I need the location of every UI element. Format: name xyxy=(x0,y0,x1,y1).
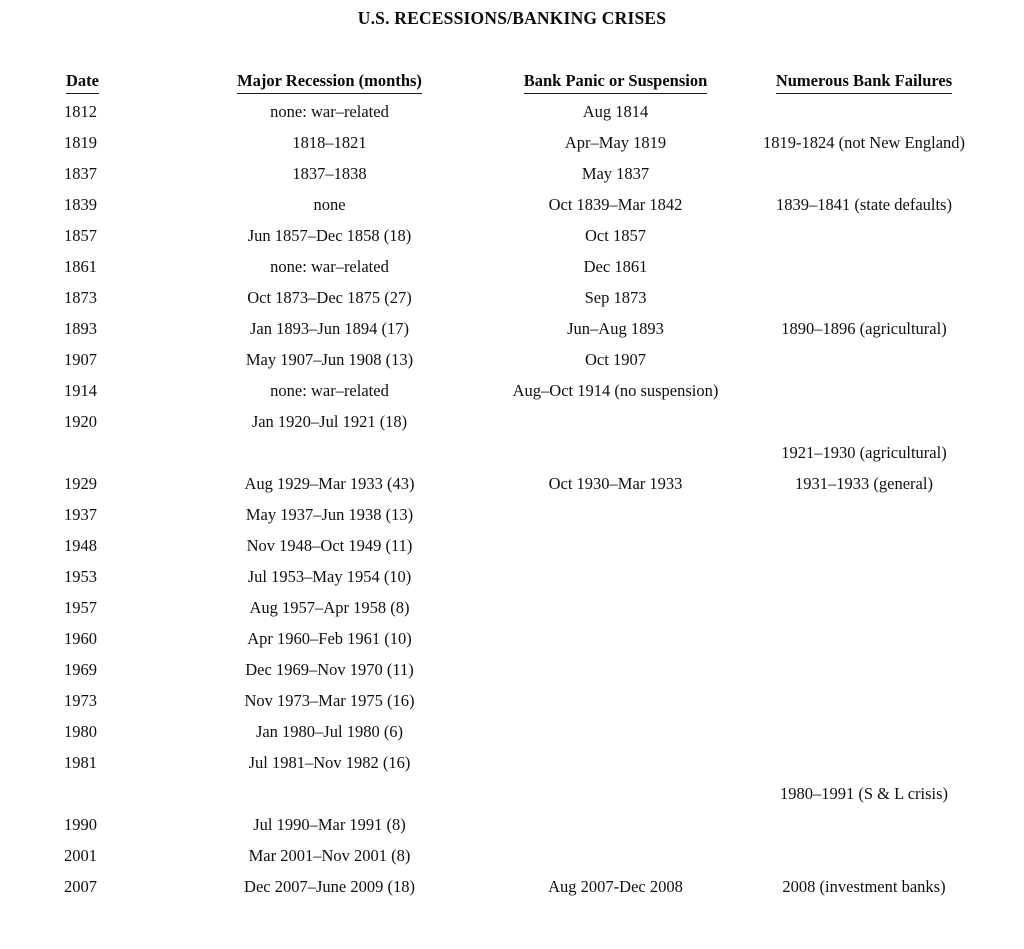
cell-bank-failures xyxy=(754,407,974,438)
cell-date: 1920 xyxy=(64,411,97,431)
cell-date: 1907 xyxy=(64,349,97,369)
cell-bank-panic: Oct 1930–Mar 1933 xyxy=(548,473,683,493)
cell-bank-failures xyxy=(754,283,974,314)
cell-bank-panic xyxy=(477,841,754,872)
cell-bank-panic xyxy=(477,407,754,438)
cell-bank-panic xyxy=(477,655,754,686)
cell-date: 1839 xyxy=(64,194,97,214)
table-row xyxy=(64,748,974,779)
column-header-date xyxy=(64,71,182,97)
cell-bank-failures xyxy=(754,686,974,717)
cell-date: 1957 xyxy=(64,597,97,617)
table-row xyxy=(64,872,974,903)
cell-bank-failures xyxy=(754,717,974,748)
cell-bank-failures xyxy=(754,841,974,872)
column-header-bank-failures-label: Numerous Bank Failures xyxy=(776,71,952,94)
table-body xyxy=(64,97,974,903)
cell-major-recession: Jan 1920–Jul 1921 (18) xyxy=(251,411,408,431)
cell-date: 1893 xyxy=(64,318,97,338)
cell-bank-failures xyxy=(754,159,974,190)
cell-major-recession: Dec 1969–Nov 1970 (11) xyxy=(245,659,414,679)
cell-bank-failures xyxy=(754,624,974,655)
table-row xyxy=(64,128,974,159)
table-row xyxy=(64,190,974,221)
cell-major-recession: Nov 1948–Oct 1949 (11) xyxy=(246,535,413,555)
cell-date: 1960 xyxy=(64,628,97,648)
cell-major-recession: none: war–related xyxy=(270,101,389,121)
column-header-bank-failures xyxy=(754,71,974,97)
column-header-bank-panic xyxy=(477,71,754,97)
table-row xyxy=(64,655,974,686)
table-row xyxy=(64,810,974,841)
cell-major-recession: May 1937–Jun 1938 (13) xyxy=(245,504,414,524)
cell-bank-panic: Oct 1907 xyxy=(585,349,646,369)
cell-bank-panic xyxy=(477,810,754,841)
cell-major-recession: Jan 1980–Jul 1980 (6) xyxy=(255,721,404,741)
cell-bank-panic: Dec 1861 xyxy=(583,256,648,276)
cell-date: 1861 xyxy=(64,256,97,276)
cell-major-recession: Aug 1929–Mar 1933 (43) xyxy=(244,473,415,493)
cell-bank-failures: 1980–1991 (S & L crisis) xyxy=(779,783,949,803)
cell-date: 1937 xyxy=(64,504,97,524)
cell-major-recession: Jul 1953–May 1954 (10) xyxy=(247,566,412,586)
table-row xyxy=(64,345,974,376)
cell-bank-failures xyxy=(754,345,974,376)
cell-date: 2001 xyxy=(64,845,97,865)
cell-date: 1914 xyxy=(64,380,97,400)
cell-major-recession: Nov 1973–Mar 1975 (16) xyxy=(244,690,415,710)
cell-date: 1969 xyxy=(64,659,97,679)
cell-major-recession: Jun 1857–Dec 1858 (18) xyxy=(247,225,412,245)
cell-bank-failures: 1819-1824 (not New England) xyxy=(762,132,966,152)
cell-bank-panic: Jun–Aug 1893 xyxy=(567,318,664,338)
cell-major-recession xyxy=(182,779,477,810)
cell-bank-failures: 1931–1933 (general) xyxy=(795,473,933,493)
table-row xyxy=(64,97,974,128)
table-row xyxy=(64,469,974,500)
cell-bank-failures xyxy=(754,221,974,252)
cell-major-recession: 1837–1838 xyxy=(292,163,367,183)
table-row xyxy=(64,779,974,810)
table-header xyxy=(64,71,974,97)
cell-bank-failures xyxy=(754,562,974,593)
recessions-table xyxy=(64,71,974,903)
cell-bank-failures: 1921–1930 (agricultural) xyxy=(781,442,947,462)
cell-date: 1948 xyxy=(64,535,97,555)
table-row xyxy=(64,376,974,407)
cell-bank-panic: Aug–Oct 1914 (no suspension) xyxy=(512,380,719,400)
table-row xyxy=(64,593,974,624)
table-header-row xyxy=(64,71,974,97)
cell-major-recession: 1818–1821 xyxy=(292,132,367,152)
cell-major-recession: Jan 1893–Jun 1894 (17) xyxy=(249,318,410,338)
cell-date: 1873 xyxy=(64,287,97,307)
cell-date: 2007 xyxy=(64,876,97,896)
cell-bank-panic: Aug 1814 xyxy=(582,101,649,121)
table-row xyxy=(64,221,974,252)
cell-bank-failures: 1839–1841 (state defaults) xyxy=(776,194,952,214)
page-title: U.S. RECESSIONS/BANKING CRISES xyxy=(357,8,667,28)
cell-bank-panic xyxy=(477,686,754,717)
cell-bank-panic xyxy=(477,562,754,593)
table-row xyxy=(64,407,974,438)
cell-date xyxy=(64,438,182,469)
column-header-date-label: Date xyxy=(66,71,99,94)
cell-major-recession: Aug 1957–Apr 1958 (8) xyxy=(249,597,410,617)
table-row xyxy=(64,624,974,655)
table-row xyxy=(64,841,974,872)
cell-bank-failures: 2008 (investment banks) xyxy=(782,876,946,896)
cell-major-recession: Jul 1990–Mar 1991 (8) xyxy=(253,814,406,834)
cell-bank-failures xyxy=(754,810,974,841)
cell-bank-panic xyxy=(477,779,754,810)
cell-bank-failures xyxy=(754,97,974,128)
cell-date: 1837 xyxy=(64,163,97,183)
cell-major-recession: Apr 1960–Feb 1961 (10) xyxy=(247,628,412,648)
cell-bank-panic: Apr–May 1819 xyxy=(564,132,667,152)
table-row xyxy=(64,252,974,283)
cell-major-recession: none xyxy=(313,194,346,214)
cell-major-recession: Oct 1873–Dec 1875 (27) xyxy=(247,287,412,307)
cell-bank-panic xyxy=(477,500,754,531)
cell-date: 1990 xyxy=(64,814,97,834)
cell-bank-failures xyxy=(754,593,974,624)
table-row xyxy=(64,562,974,593)
column-header-bank-panic-label: Bank Panic or Suspension xyxy=(524,71,708,94)
cell-bank-failures xyxy=(754,531,974,562)
cell-bank-failures: 1890–1896 (agricultural) xyxy=(781,318,947,338)
cell-major-recession xyxy=(182,438,477,469)
cell-major-recession: none: war–related xyxy=(270,380,389,400)
table-row xyxy=(64,500,974,531)
cell-bank-panic xyxy=(477,624,754,655)
cell-bank-panic: May 1837 xyxy=(581,163,650,183)
cell-bank-failures xyxy=(754,252,974,283)
cell-bank-panic: Sep 1873 xyxy=(584,287,647,307)
table-row xyxy=(64,531,974,562)
cell-bank-panic xyxy=(477,593,754,624)
cell-date: 1953 xyxy=(64,566,97,586)
cell-date: 1857 xyxy=(64,225,97,245)
table-row xyxy=(64,283,974,314)
table-row xyxy=(64,159,974,190)
cell-date: 1812 xyxy=(64,101,97,121)
table-row xyxy=(64,717,974,748)
cell-date: 1981 xyxy=(64,752,97,772)
cell-major-recession: May 1907–Jun 1908 (13) xyxy=(245,349,414,369)
cell-date: 1819 xyxy=(64,132,97,152)
cell-bank-panic: Oct 1839–Mar 1842 xyxy=(548,194,683,214)
cell-bank-panic: Oct 1857 xyxy=(585,225,646,245)
cell-date xyxy=(64,779,182,810)
cell-bank-failures xyxy=(754,500,974,531)
cell-date: 1980 xyxy=(64,721,97,741)
table-row xyxy=(64,686,974,717)
cell-bank-panic: Aug 2007-Dec 2008 xyxy=(548,876,683,896)
cell-major-recession: Jul 1981–Nov 1982 (16) xyxy=(248,752,411,772)
cell-bank-panic xyxy=(477,438,754,469)
cell-date: 1929 xyxy=(64,473,97,493)
table-row xyxy=(64,438,974,469)
cell-bank-panic xyxy=(477,531,754,562)
cell-bank-failures xyxy=(754,376,974,407)
column-header-major-recession-label: Major Recession (months) xyxy=(237,71,422,94)
cell-major-recession: none: war–related xyxy=(270,256,389,276)
cell-major-recession: Dec 2007–June 2009 (18) xyxy=(244,876,415,896)
cell-bank-failures xyxy=(754,748,974,779)
cell-bank-failures xyxy=(754,655,974,686)
cell-date: 1973 xyxy=(64,690,97,710)
table-row xyxy=(64,314,974,345)
cell-major-recession: Mar 2001–Nov 2001 (8) xyxy=(248,845,411,865)
cell-bank-panic xyxy=(477,717,754,748)
cell-bank-panic xyxy=(477,748,754,779)
column-header-major-recession xyxy=(182,71,477,97)
